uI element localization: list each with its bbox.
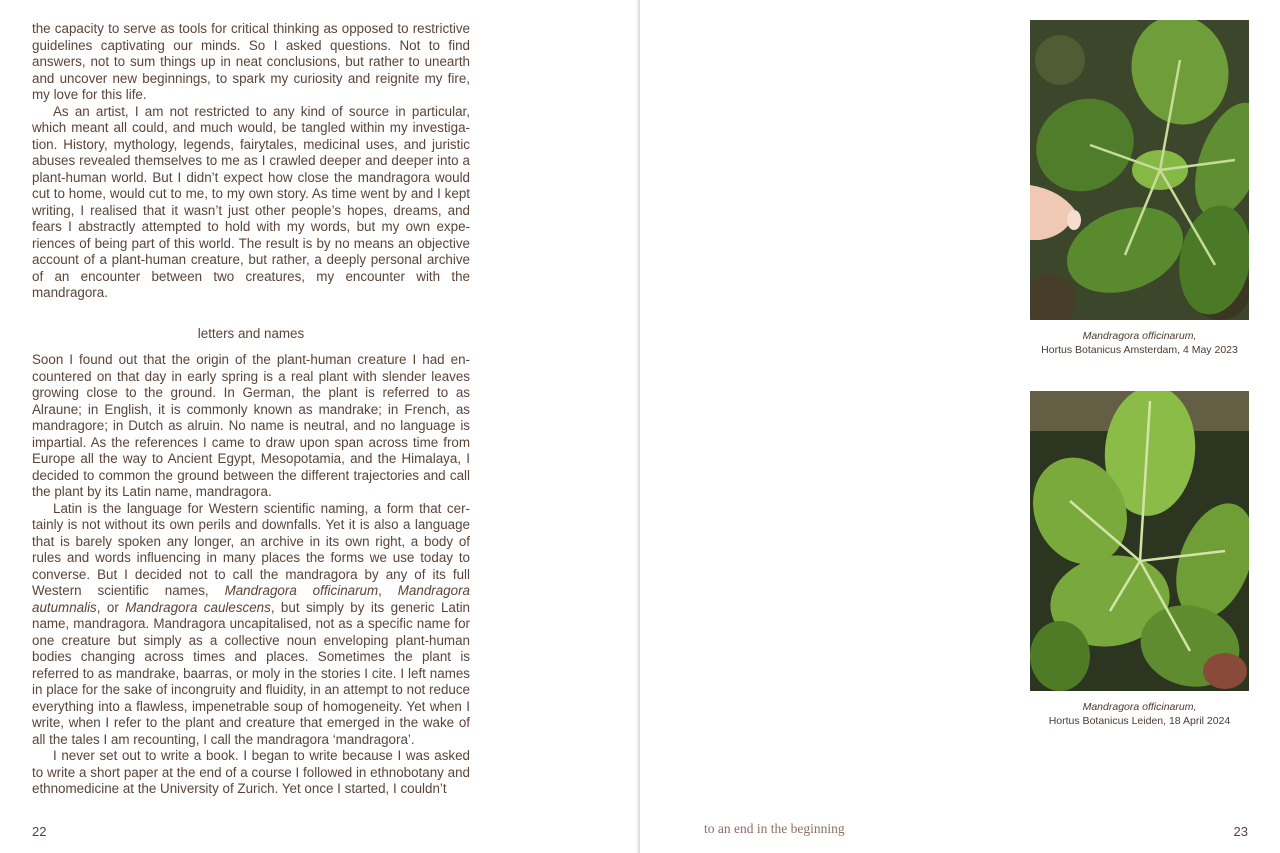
section-heading: letters and names	[197, 325, 305, 341]
body-text	[32, 21, 470, 798]
latin-name-officinarum: Mandragora officinarum	[224, 583, 379, 598]
figure-title: Mandragora officinarum,	[1082, 330, 1197, 342]
paragraph-latin-start: Latin is the language for Western scientific naming, a form that certainly is not without its own perils and downfalls. Yet it is also a language that is barely spoken any longer, an archive in its own right, a body of rules and words influencing in many places the forms we use today to converse. But I decided not to call the mandragora by any of its full Western scientific names,	[32, 500, 470, 598]
figure-title: Mandragora officinarum,	[1082, 701, 1197, 713]
separator: , or	[96, 599, 126, 615]
figure-caption-2	[1024, 701, 1255, 728]
plant-photo-illustration	[1030, 20, 1249, 320]
figure-place: Hortus Botanicus Leiden, 18 April 2024	[1048, 714, 1231, 727]
running-head: to an end in the beginning	[704, 821, 845, 836]
figure-caption-1	[1024, 330, 1255, 357]
plant-photo-illustration	[1030, 391, 1249, 691]
paragraph-book: I never set out to write a book. I began to write because I was asked to write a short paper at the end of a course I followed in ethnobotany and ethnomedicine at the University of Zurich. Yet once I started, I couldn’t	[32, 748, 470, 796]
latin-name-autumnalis: Mandragora autumnalis	[32, 583, 470, 615]
page-number-left: 22	[32, 824, 47, 839]
mandragora-rosette-photo	[1030, 20, 1249, 320]
figure-place: Hortus Botanicus Amsterdam, 4 May 2023	[1041, 343, 1238, 356]
paragraph-latin-end: , but simply by its generic Latin name, mandragora. Mandragora uncapitalised, not as a specific name for one creature but simply as a collective noun enveloping plant-human bodies changing across times and places. Sometimes the plant is referred to as mandrake, baarras, or moly in the stories I cite. I left names in place for the sake of incongruity and fluidity, in an attempt to not reduce everything into a flawless, impenetrable soup of homogeneity. Yet when I write, when I refer to the plant and creature that emerged in the wake of all the tales I am recounting, I call the mandragora ‘mandragora’.	[32, 599, 470, 747]
mandragora-leaves-photo	[1030, 391, 1249, 691]
paragraph-origin: Soon I found out that the origin of the plant-human creature I had encountered on that day in early spring is a real plant with slender leaves growing close to the ground. In German, the plant is referred to as Alraune; in English, it is commonly known as mandrake; in French, as mandragore; in Dutch as alruin. No name is neutral, and no language is impartial. As the references I came to draw upon span across time from Europe all the way to Ancient Egypt, Mesopotamia, and the Himalaya, I decided to common the ground between the different trajectories and call the plant by its Latin name, mandragora.	[32, 352, 470, 499]
paragraph-continued: the capacity to serve as tools for critical thinking as opposed to restrictive guidelines captivating our minds. So I asked questions. Not to find answers, not to sum things up in neat conclusions, but rather to unearth and uncover new beginnings, to spark my curiosity and reignite my fire, my love for this life.	[32, 21, 470, 102]
separator: ,	[378, 583, 398, 598]
paragraph-latin	[32, 501, 470, 749]
latin-name-caulescens: Mandragora caulescens	[125, 599, 271, 615]
page-number-right: 23	[1233, 824, 1248, 839]
paragraph-artist: As an artist, I am not restricted to any kind of source in particular, which meant all could, and much would, be tangled within my investigation. History, mythology, legends, fairytales, medicinal uses, and juristic abuses revealed themselves to me as I crawled deeper and deeper into a plant-human world. But I didn’t expect how close the mandragora would cut to home, would cut to me, to my own story. As time went by and I kept writing, I realised that it wasn’t just other people’s hopes, dreams, and fears I abstractly attempted to hold with my words, but my own experiences of being part of this world. The result is by no means an objective account of a plant-human creature, but rather, a deeply personal archive of an encounter between two creatures, my encounter with the mandragora.	[32, 103, 470, 300]
